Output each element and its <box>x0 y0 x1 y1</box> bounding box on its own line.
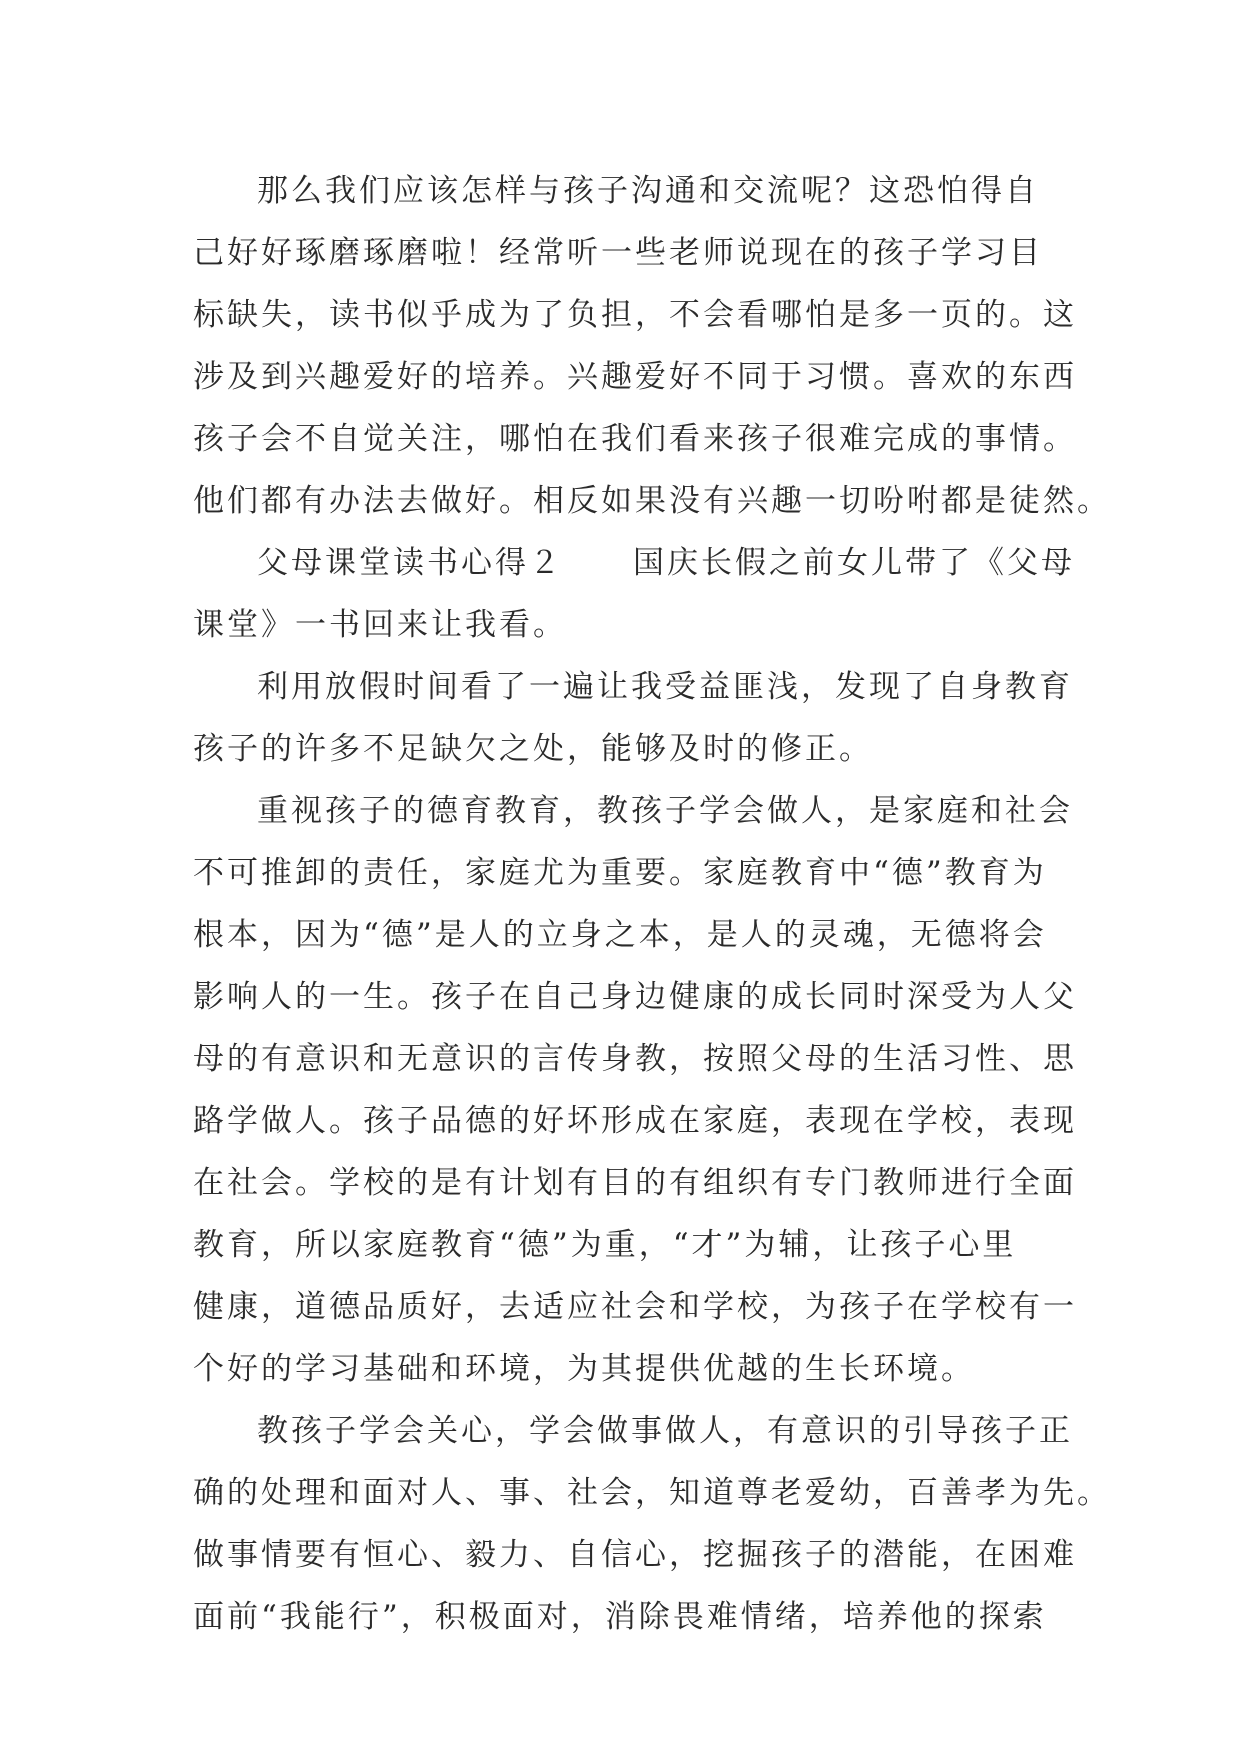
text-line: 己好好琢磨琢磨啦！经常听一些老师说现在的孩子学习目 <box>193 235 1043 271</box>
text-line: 那么我们应该怎样与孩子沟通和交流呢？这恐怕得自 <box>257 173 1039 209</box>
text-line: 不可推卸的责任，家庭尤为重要。家庭教育中“德”教育为 <box>193 855 1047 891</box>
text-line: 标缺失，读书似乎成为了负担，不会看哪怕是多一页的。这 <box>193 297 1077 333</box>
text-line: 健康，道德品质好，去适应社会和学校，为孩子在学校有一 <box>193 1289 1077 1325</box>
text-line: 在社会。学校的是有计划有目的有组织有专门教师进行全面 <box>193 1165 1077 1201</box>
document-body <box>193 160 1111 1648</box>
text-line: 根本，因为“德”是人的立身之本，是人的灵魂，无德将会 <box>193 917 1047 953</box>
text-line: 母的有意识和无意识的言传身教，按照父母的生活习性、思 <box>193 1041 1077 1077</box>
heading-continuation: 国庆长假之前女儿带了《父母 <box>633 545 1075 581</box>
text-line: 重视孩子的德育教育，教孩子学会做人，是家庭和社会 <box>257 793 1073 829</box>
section-heading-line <box>193 532 1073 594</box>
text-line: 课堂》一书回来让我看。 <box>193 607 567 643</box>
text-line: 涉及到兴趣爱好的培养。兴趣爱好不同于习惯。喜欢的东西 <box>193 359 1077 395</box>
section-heading: 父母课堂读书心得２ <box>257 545 563 581</box>
text-line: 影响人的一生。孩子在自己身边健康的成长同时深受为人父 <box>193 979 1077 1015</box>
text-line: 做事情要有恒心、毅力、自信心，挖掘孩子的潜能，在困难 <box>193 1537 1077 1573</box>
text-line: 利用放假时间看了一遍让我受益匪浅，发现了自身教育 <box>257 669 1073 705</box>
text-line: 他们都有办法去做好。相反如果没有兴趣一切吩咐都是徒然。 <box>193 483 1111 519</box>
text-line: 路学做人。孩子品德的好坏形成在家庭，表现在学校，表现 <box>193 1103 1077 1139</box>
text-line: 个好的学习基础和环境，为其提供优越的生长环境。 <box>193 1351 975 1387</box>
text-line: 确的处理和面对人、事、社会，知道尊老爱幼，百善孝为先。 <box>193 1475 1111 1511</box>
text-line: 孩子的许多不足缺欠之处，能够及时的修正。 <box>193 731 873 767</box>
text-line: 教育，所以家庭教育“德”为重，“才”为辅，让孩子心里 <box>193 1227 1017 1263</box>
text-line: 面前“我能行”，积极面对，消除畏难情绪，培养他的探索 <box>193 1599 1047 1635</box>
text-line: 教孩子学会关心，学会做事做人，有意识的引导孩子正 <box>257 1413 1073 1449</box>
text-line: 孩子会不自觉关注，哪怕在我们看来孩子很难完成的事情。 <box>193 421 1077 457</box>
